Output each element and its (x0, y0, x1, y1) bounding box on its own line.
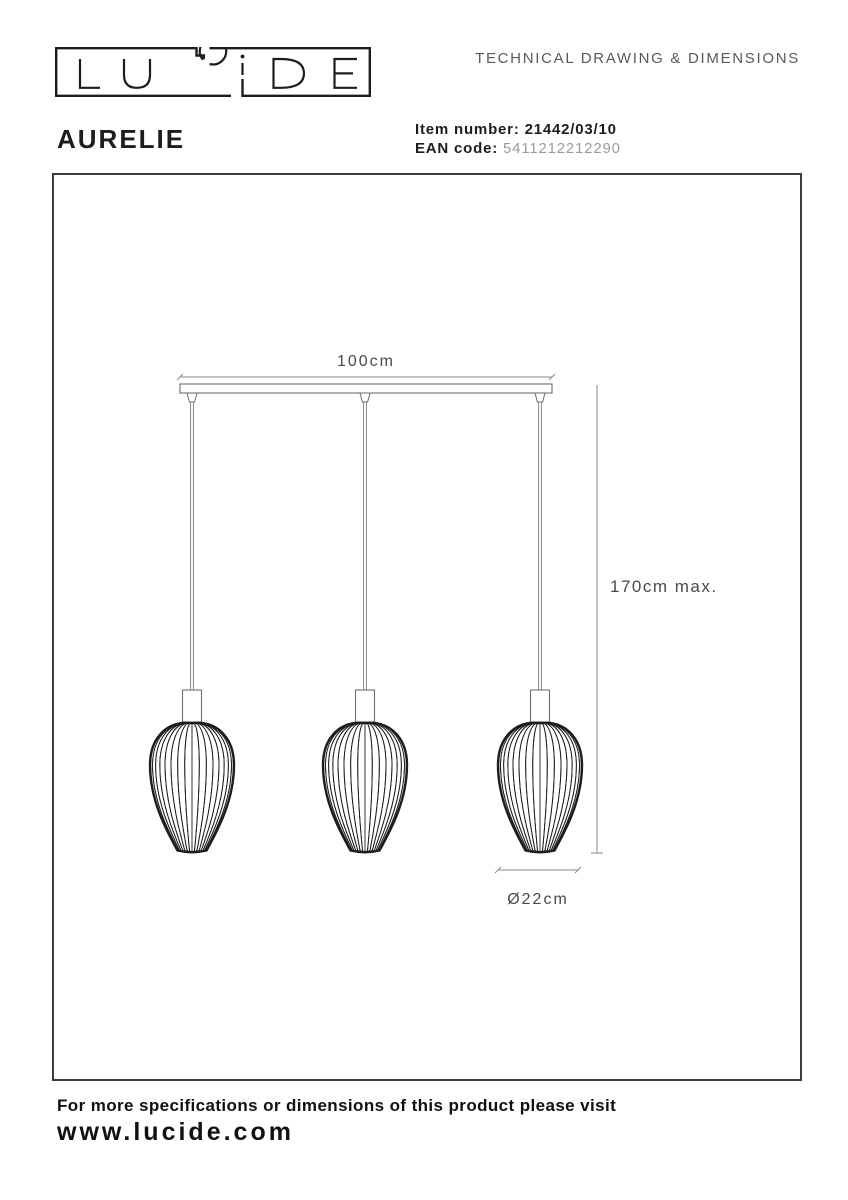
width-dimension (177, 374, 555, 380)
lucide-logo (55, 47, 371, 97)
diameter-dimension (495, 867, 581, 873)
logo-letters (80, 47, 357, 88)
ean-code-label: EAN code: (415, 140, 499, 157)
pendant-lamp-left (150, 393, 234, 852)
ceiling-bar (180, 384, 552, 393)
ean-code-row (415, 139, 621, 158)
pendant-lamp-center (323, 393, 407, 852)
product-name: AURELIE (57, 124, 186, 154)
document-title: TECHNICAL DRAWING & DIMENSIONS (475, 50, 800, 67)
height-dimension (591, 385, 603, 853)
product-identifiers (415, 120, 621, 158)
ean-code-value: 5411212212290 (503, 140, 621, 157)
item-number-value: 21442/03/10 (524, 121, 617, 138)
logo-letter-i-dot (241, 55, 245, 59)
logo-letter-d (274, 59, 305, 88)
logo-letter-l (80, 59, 100, 88)
pendant-lamp-right (498, 393, 582, 852)
item-number-label: Item number: (415, 121, 520, 138)
diameter-dimension-label: Ø22cm (507, 891, 569, 908)
height-dimension-label: 170cm max. (610, 577, 718, 596)
footer-note: For more specifications or dimensions of this product please visit (57, 1096, 617, 1115)
footer-website: www.lucide.com (57, 1118, 294, 1146)
logo-letter-e (335, 59, 358, 88)
technical-drawing-frame (52, 173, 802, 1081)
logo-letter-u (124, 59, 150, 88)
width-dimension-label: 100cm (336, 353, 396, 370)
item-number-row (415, 120, 621, 139)
logo-frame (56, 48, 370, 96)
pendant-lamp-drawing (54, 175, 800, 1079)
